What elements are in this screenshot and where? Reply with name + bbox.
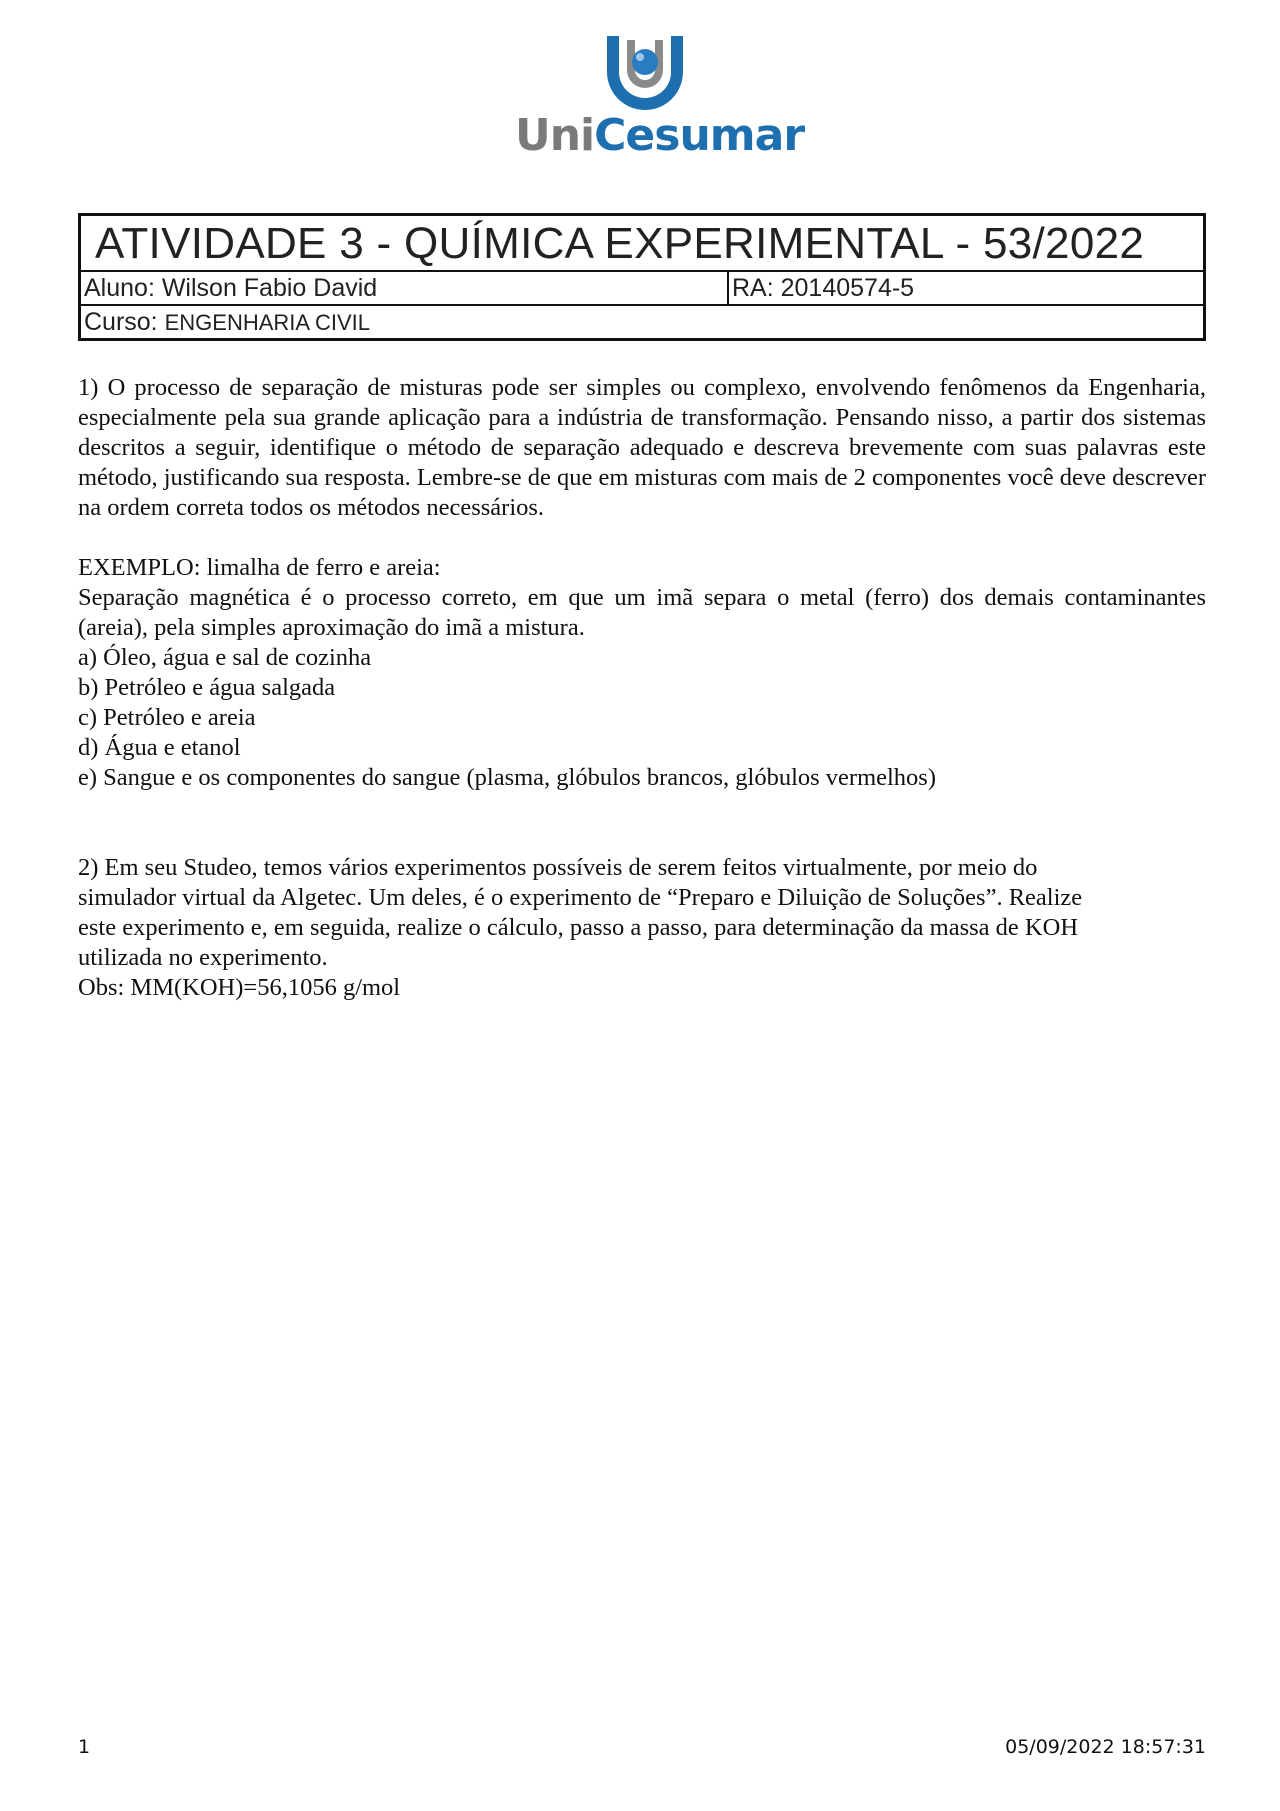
question-1-item-c: c) Petróleo e areia xyxy=(78,704,256,731)
question-1-text: 1) O processo de separação de misturas pode ser simples ou complexo, envolvendo fenômenos da Engenharia, especialmente pela sua grande aplicação para a indústria de transformação. Pensando nisso, a partir dos sistemas descritos a seguir, identifique o método de separação adequado e descreva brevemente com suas palavras este método, justificando sua resposta. Lembre-se de que em misturas com mais de 2 componentes você deve descrever na ordem correta todos os métodos necessários. xyxy=(78,374,1206,521)
logo-text-uni: Uni xyxy=(515,110,595,161)
question-1-item-a: a) Óleo, água e sal de cozinha xyxy=(78,644,372,671)
student-name: Aluno: Wilson Fabio David xyxy=(81,272,729,304)
example-title: EXEMPLO: limalha de ferro e areia: xyxy=(78,554,441,581)
question-2-line-1: 2) Em seu Studeo, temos vários experimentos possíveis de serem feitos virtualmente, por meio do xyxy=(78,854,1038,881)
course-row xyxy=(81,306,1203,338)
activity-header-box xyxy=(78,213,1206,341)
course-field xyxy=(81,306,370,338)
question-2-line-4: utilizada no experimento. xyxy=(78,944,328,971)
question-2-line-2: simulador virtual da Algetec. Um deles, é o experimento de “Preparo e Diluição de Soluções”. Realize xyxy=(78,884,1083,911)
unicesumar-logo xyxy=(515,28,805,161)
question-2-line-3: este experimento e, em seguida, realize o cálculo, passo a passo, para determinação da massa de KOH xyxy=(78,914,1079,941)
question-1-item-e: e) Sangue e os componentes do sangue (plasma, glóbulos brancos, glóbulos vermelhos) xyxy=(78,764,937,791)
logo-mark-icon xyxy=(585,28,705,118)
document-body xyxy=(78,373,1206,1003)
student-ra: RA: 20140574-5 xyxy=(732,274,915,302)
question-1-item-b: b) Petróleo e água salgada xyxy=(78,674,336,701)
activity-title: ATIVIDADE 3 - QUÍMICA EXPERIMENTAL - 53/2022 xyxy=(81,216,1203,272)
student-row xyxy=(81,272,1203,306)
print-timestamp: 05/09/2022 18:57:31 xyxy=(1005,1736,1206,1758)
question-2-obs: Obs: MM(KOH)=56,1056 g/mol xyxy=(78,974,401,1001)
logo-wordmark xyxy=(515,108,805,164)
page-number: 1 xyxy=(78,1736,91,1758)
question-1-item-d: d) Água e etanol xyxy=(78,734,241,761)
course-value: ENGENHARIA CIVIL xyxy=(164,310,370,335)
example-text: Separação magnética é o processo correto, em que um imã separa o metal (ferro) dos demais contaminantes (areia), pela simples aproximação do imã a mistura. xyxy=(78,584,1206,641)
logo-text-cesumar: Cesumar xyxy=(594,110,805,161)
course-label: Curso: xyxy=(84,308,165,336)
